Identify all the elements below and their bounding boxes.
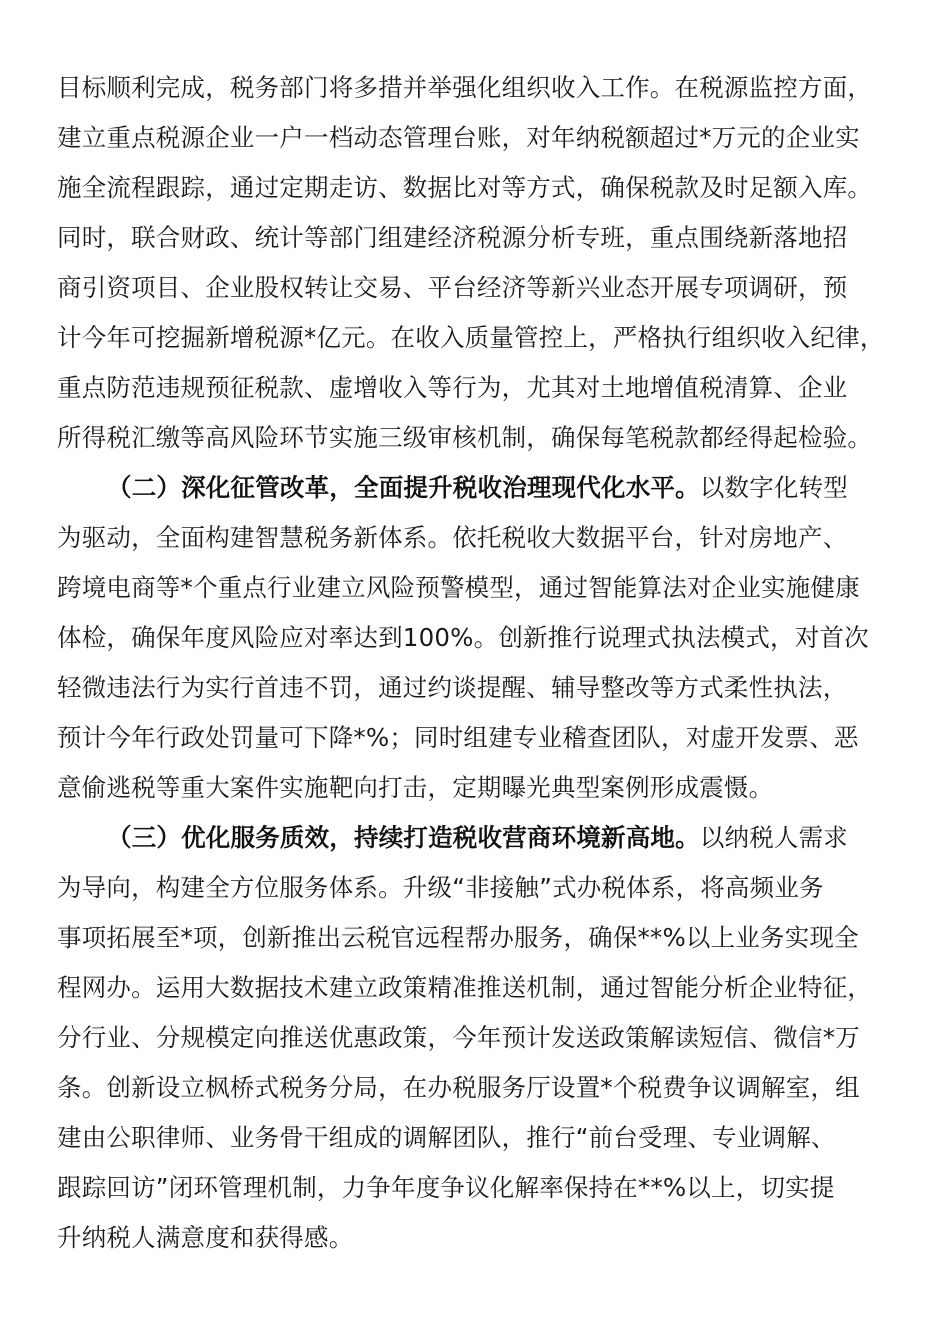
section-3-first-line bbox=[107, 813, 907, 863]
section-2-first-line bbox=[107, 463, 907, 513]
paragraph-line: 事项拓展至*项，创新推出云税官远程帮办服务，确保**%以上业务实现全 bbox=[57, 923, 859, 952]
paragraph-line: 建由公职律师、业务骨干组成的调解团队，推行“前台受理、专业调解、 bbox=[57, 1123, 836, 1152]
paragraph-line: 目标顺利完成，税务部门将多措并举强化组织收入工作。在税源监控方面， bbox=[57, 73, 873, 102]
paragraph-line: 建立重点税源企业一户一档动态管理台账，对年纳税额超过*万元的企业实 bbox=[57, 123, 860, 152]
paragraph-line: 升纳税人满意度和获得感。 bbox=[57, 1223, 354, 1252]
paragraph-line: 轻微违法行为实行首违不罚，通过约谈提醒、辅导整改等方式柔性执法， bbox=[57, 673, 848, 702]
paragraph-line: 体检，确保年度风险应对率达到100%。创新推行说理式执法模式，对首次 bbox=[57, 623, 869, 652]
paragraph-line: 商引资项目、企业股权转让交易、平台经济等新兴业态开展专项调研，预 bbox=[57, 273, 848, 302]
paragraph-line: 重点防范违规预征税款、虚增收入等行为，尤其对土地增值税清算、企业 bbox=[57, 373, 848, 402]
paragraph-line: 为导向，构建全方位服务体系。升级“非接触”式办税体系，将高频业务 bbox=[57, 873, 824, 902]
paragraph-line: 同时，联合财政、统计等部门组建经济税源分析专班，重点围绕新落地招 bbox=[57, 223, 848, 252]
paragraph-line: 条。创新设立枫桥式税务分局，在办税服务厅设置*个税费争议调解室，组 bbox=[57, 1073, 860, 1102]
section-2-first-line-rest: 以数字化转型 bbox=[699, 473, 849, 502]
paragraph-line: 所得税汇缴等高风险环节实施三级审核机制，确保每笔税款都经得起检验。 bbox=[57, 423, 873, 452]
paragraph-line: 分行业、分规模定向推送优惠政策，今年预计发送政策解读短信、微信*万 bbox=[57, 1023, 860, 1052]
paragraph-line: 跨境电商等*个重点行业建立风险预警模型，通过智能算法对企业实施健康 bbox=[57, 573, 860, 602]
paragraph-line: 跟踪回访”闭环管理机制，力争年度争议化解率保持在**%以上，切实提 bbox=[57, 1173, 835, 1202]
paragraph-line: 意偷逃税等重大案件实施靶向打击，定期曝光典型案例形成震慑。 bbox=[57, 773, 774, 802]
paragraph-line: 计今年可挖掘新增税源*亿元。在收入质量管控上，严格执行组织收入纪律， bbox=[57, 323, 885, 352]
paragraph-line: 施全流程跟踪，通过定期走访、数据比对等方式，确保税款及时足额入库。 bbox=[57, 173, 873, 202]
paragraph-line: 预计今年行政处罚量可下降*%；同时组建专业稽查团队，对虚开发票、恶 bbox=[57, 723, 859, 752]
paragraph-line: 程网办。运用大数据技术建立政策精准推送机制，通过智能分析企业特征， bbox=[57, 973, 873, 1002]
section-3-heading: （三）优化服务质效，持续打造税收营商环境新高地。 bbox=[107, 823, 700, 852]
section-3-first-line-rest: 以纳税人需求 bbox=[699, 823, 849, 852]
section-2-heading: （二）深化征管改革，全面提升税收治理现代化水平。 bbox=[107, 473, 700, 502]
paragraph-line: 为驱动，全面构建智慧税务新体系。依托税收大数据平台，针对房地产、 bbox=[57, 523, 848, 552]
